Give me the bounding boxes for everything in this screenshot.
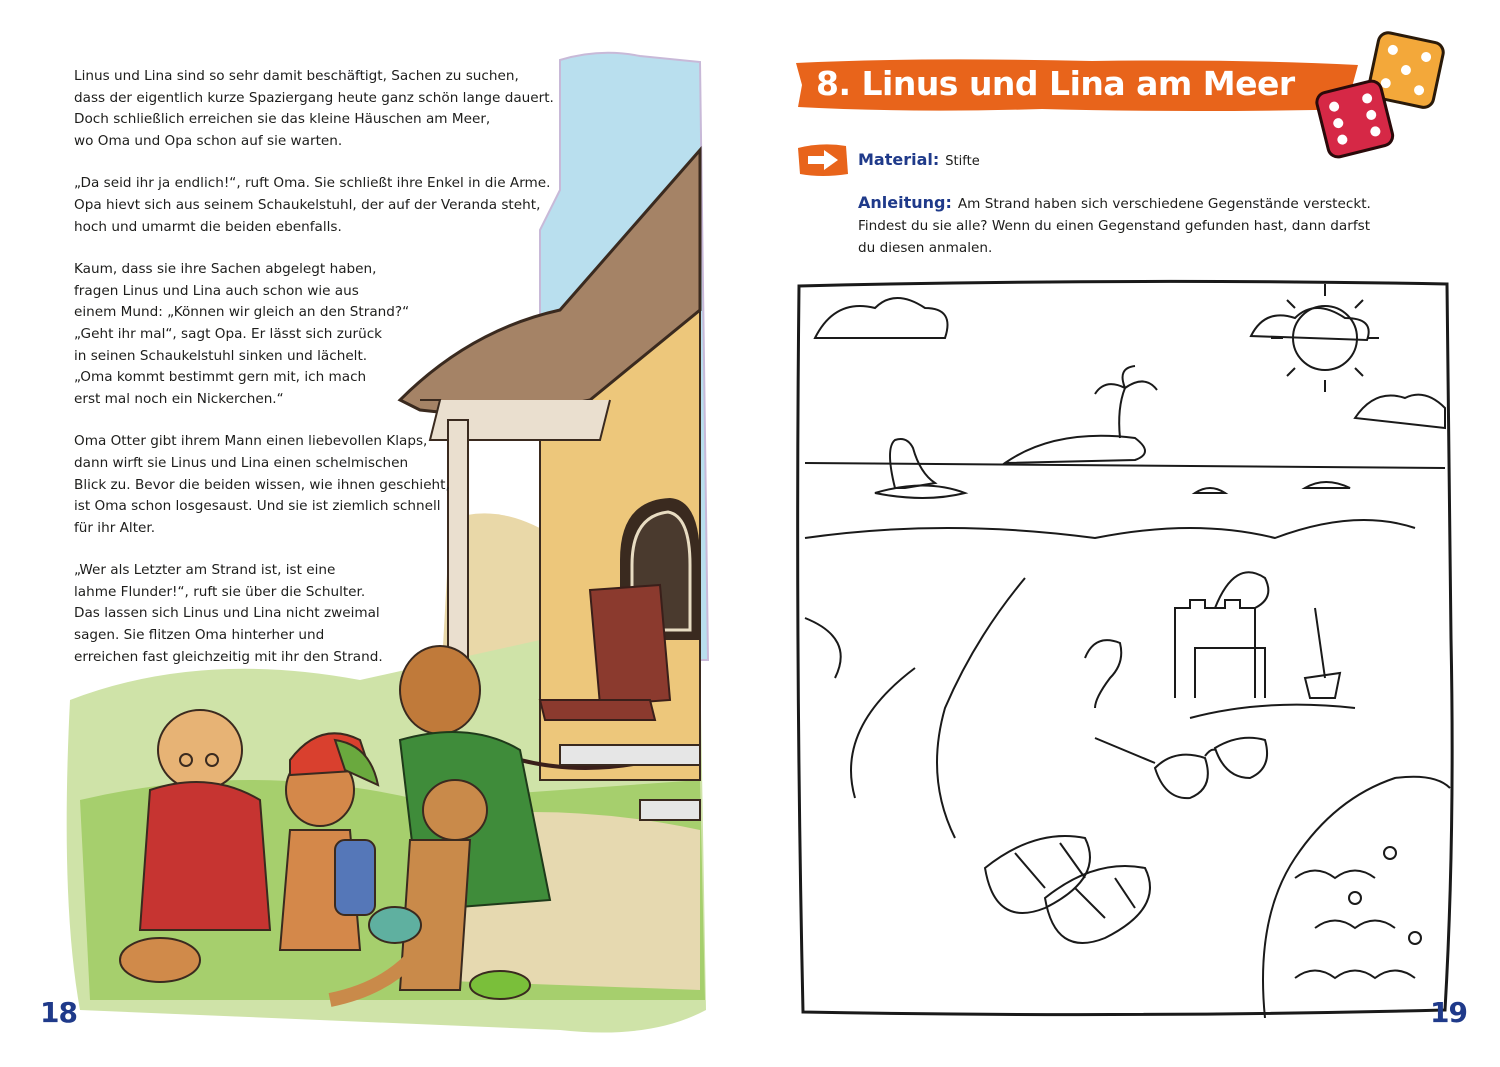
story-paragraph: „Da seid ihr ja endlich!“, ruft Oma. Sie schließt ihre Enkel in die Arme. Opa hievt sich aus seinem Schaukelstuhl, der auf der Veranda steht, hoch und umarmt die beiden ebenfalls. bbox=[74, 175, 551, 235]
story-paragraph: Kaum, dass sie ihre Sachen abgelegt haben, fragen Linus und Lina auch schon wie aus einem Mund: „Können wir gleich an den Strand?“ „Geht ihr mal“, sagt Opa. Er lässt sich zurück in seinen Schaukelstuhl sinken und lächelt. „Oma kommt bestimmt gern mit, ich mach erst mal noch ein Nickerchen.“ bbox=[74, 261, 410, 407]
instructions: Anleitung: Am Strand haben sich verschiedene Gegenstände versteckt. Findest du sie alle? Wenn du einen Gegenstand gefunden hast, dann darfst du diesen anmalen. bbox=[858, 193, 1371, 256]
material-row bbox=[858, 150, 980, 169]
right-page bbox=[750, 0, 1500, 1067]
instructions-label: Anleitung: bbox=[858, 193, 952, 212]
beach-coloring-picture bbox=[795, 278, 1455, 1018]
story-text bbox=[74, 66, 554, 689]
story-paragraph: „Wer als Letzter am Strand ist, ist eine lahme Flunder!“, ruft sie über die Schulter. Das lassen sich Linus und Lina nicht zweimal sagen. Sie flitzen Oma hinterher und erreichen fast gleichzeitig mit ihr den Strand. bbox=[74, 562, 383, 665]
page-title: 8. Linus und Lina am Meer bbox=[816, 64, 1295, 103]
story-paragraph: Oma Otter gibt ihrem Mann einen liebevollen Klaps, dann wirft sie Linus und Lina einen schelmischen Blick zu. Bevor die beiden wissen, wie ihnen geschieht, ist Oma schon losgesaust. Und sie ist ziemlich schnell für ihr Alter. bbox=[74, 433, 450, 536]
arrow-right-icon bbox=[794, 140, 850, 180]
page-number-right: 19 bbox=[1430, 996, 1467, 1029]
material-value: Stifte bbox=[945, 154, 980, 169]
page-number-left: 18 bbox=[40, 996, 77, 1029]
material-label: Material: bbox=[858, 150, 940, 169]
dice-icon bbox=[1310, 30, 1450, 160]
story-paragraph: Linus und Lina sind so sehr damit beschäftigt, Sachen zu suchen, dass der eigentlich kurze Spaziergang heute ganz schön lange dauert. Doch schließlich erreichen sie das kleine Häuschen am Meer, wo Oma und Opa schon auf sie warten. bbox=[74, 68, 554, 149]
